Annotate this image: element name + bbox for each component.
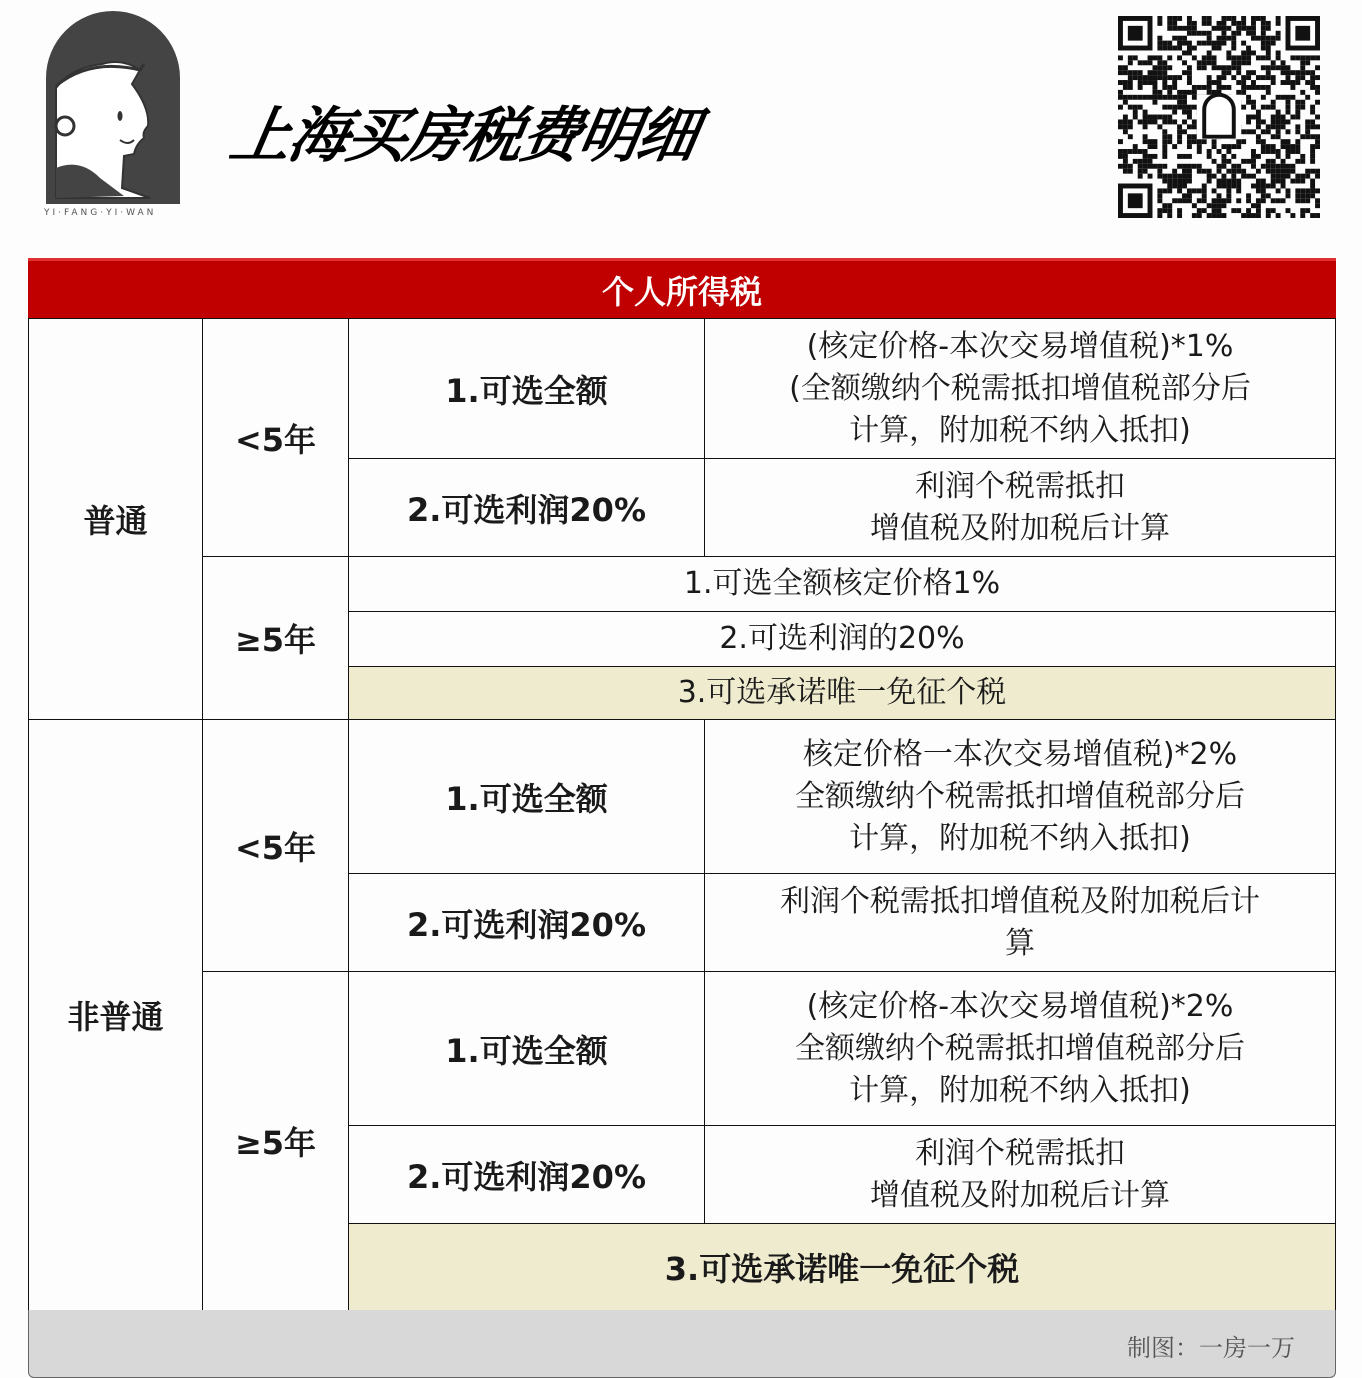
footer xyxy=(28,1310,1336,1378)
description-cell: (核定价格-本次交易增值税)*1% (全额缴纳个税需抵扣增值税部分后 计算，附加税不纳入抵扣) xyxy=(704,318,1336,459)
period-ge5: ≥5年 xyxy=(202,556,349,720)
option-cell: 1.可选全额核定价格1% xyxy=(348,556,1336,612)
description-cell: (核定价格-本次交易增值税)*2% 全额缴纳个税需抵扣增值税部分后 计算，附加税不纳入抵扣) xyxy=(704,971,1336,1126)
logo-icon xyxy=(40,8,186,208)
option-cell: 1.可选全额 xyxy=(348,719,705,874)
table-header: 个人所得税 xyxy=(28,258,1336,319)
logo-caption: YI·FANG·YI·WAN xyxy=(44,208,157,218)
period-lt5: <5年 xyxy=(202,719,349,972)
footer-credit: 制图：一房一万 xyxy=(1127,1334,1295,1362)
option-cell: 2.可选利润20% xyxy=(348,458,705,557)
option-cell: 1.可选全额 xyxy=(348,971,705,1126)
option-cell-highlight: 3.可选承诺唯一免征个税 xyxy=(348,1223,1336,1311)
period-ge5: ≥5年 xyxy=(202,971,349,1311)
period-lt5: <5年 xyxy=(202,318,349,557)
group-non-ordinary: 非普通 xyxy=(28,719,203,1311)
option-cell: 2.可选利润20% xyxy=(348,1125,705,1224)
option-cell: 1.可选全额 xyxy=(348,318,705,459)
description-cell: 利润个税需抵扣 增值税及附加税后计算 xyxy=(704,1125,1336,1224)
page-title: 上海买房税费明细 xyxy=(224,101,702,171)
option-cell: 2.可选利润的20% xyxy=(348,611,1336,667)
group-ordinary: 普通 xyxy=(28,318,203,720)
option-cell-highlight: 3.可选承诺唯一免征个税 xyxy=(348,666,1336,720)
description-cell: 核定价格一本次交易增值税)*2% 全额缴纳个税需抵扣增值税部分后 计算，附加税不纳入抵扣) xyxy=(704,719,1336,874)
description-cell: 利润个税需抵扣增值税及附加税后计 算 xyxy=(704,873,1336,972)
description-cell: 利润个税需抵扣 增值税及附加税后计算 xyxy=(704,458,1336,557)
option-cell: 2.可选利润20% xyxy=(348,873,705,972)
qr-code-icon xyxy=(1118,14,1320,220)
